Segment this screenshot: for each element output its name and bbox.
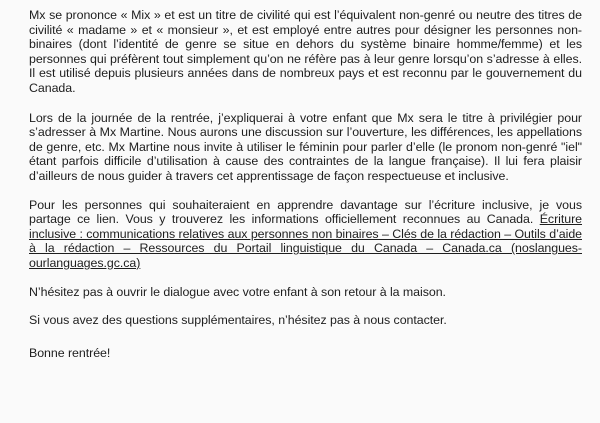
paragraph-contact-us: Si vous avez des questions supplémentaires, n’hésitez pas à nous contacter. [29, 313, 447, 328]
closing-greeting: Bonne rentrée! [29, 345, 111, 360]
inclusive-writing-link[interactable]: Écriture inclusive : communications relatives aux personnes non binaires – Clés de la rédaction – Outils d’aide à la rédaction – Ressources du Portail linguistique du Canada – Canada.ca (noslangues-ourlanguages.gc.ca) [29, 212, 582, 270]
paragraph-mx-definition: Mx se prononce « Mix » et est un titre de civilité qui est l’équivalent non-genré ou neutre des titres de civilité « madame » et « monsieur », et est employé entre autres pour désigner les personnes non-binaires (dont l’identité de genre se situe en dehors du système binaire homme/femme) et les personnes qui préfèrent tout simplement qu’on ne réfère pas à leur genre lorsqu’on s’adresse à elles. Il est utilisé depuis plusieurs années dans de nombreux pays et est reconnu par le gouvernement du Canada. [29, 8, 582, 95]
paragraph-open-dialogue: N’hésitez pas à ouvrir le dialogue avec votre enfant à son retour à la maison. [29, 284, 446, 299]
paragraph-back-to-school-explanation: Lors de la journée de la rentrée, j’expliquerai à votre enfant que Mx sera le titre à privilégier pour s’adresser à Mx Martine. Nous aurons une discussion sur l’ouverture, les différences, les appellations de genre, etc. Mx Martine nous invite à utiliser le féminin pour parler d’elle (le pronom non-genré "iel" étant parfois difficile d’utilisation à cause des contraintes de la langue française). Il lui fera plaisir d’ailleurs de nous guider à travers cet apprentissage de façon respectueuse et inclusive. [29, 110, 582, 183]
paragraph-inclusive-writing-resources [29, 198, 582, 271]
resources-intro-text: Pour les personnes qui souhaiteraient en apprendre davantage sur l’écriture inclusive, je vous partage ce lien. Vous y trouverez les informations officiellement reconnues au Canada. [29, 197, 582, 227]
